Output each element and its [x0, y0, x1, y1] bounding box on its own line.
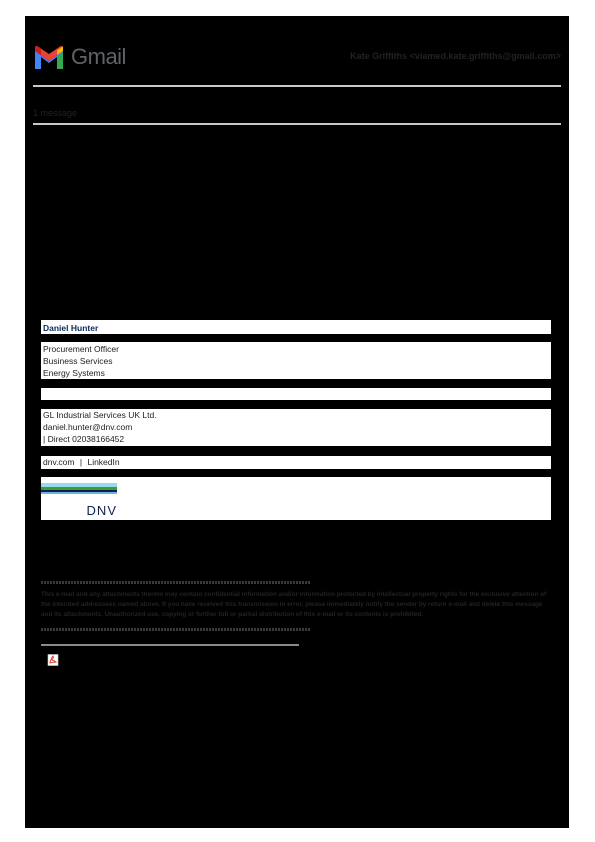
- signature-spacer: [41, 388, 551, 400]
- header: [33, 44, 561, 70]
- signature-contact: [41, 409, 551, 446]
- header-divider: [33, 85, 561, 87]
- disclaimer-top-divider: [41, 581, 311, 584]
- thread-divider: [33, 123, 561, 125]
- message-count: 1 message: [33, 108, 78, 118]
- pdf-icon[interactable]: [47, 654, 59, 666]
- signature-role: [41, 342, 551, 379]
- disclaimer-bottom-divider: [41, 628, 311, 631]
- gmail-icon: [33, 45, 65, 69]
- attachment-divider: [41, 644, 299, 646]
- signature-role-line: Energy Systems: [43, 368, 105, 378]
- signature-role-line: Business Services: [43, 356, 113, 366]
- link-separator: |: [79, 457, 83, 467]
- email-page: [25, 16, 569, 828]
- company-name: GL Industrial Services UK Ltd.: [43, 410, 157, 420]
- signature-logo-box: [41, 477, 551, 520]
- email-link[interactable]: daniel.hunter@dnv.com: [43, 422, 133, 432]
- logo-stripe: [41, 492, 117, 494]
- dnv-logo[interactable]: [41, 483, 117, 517]
- signature-links: [41, 456, 551, 469]
- signature-role-line: Procurement Officer: [43, 344, 119, 354]
- dnv-wordmark: DNV: [86, 503, 117, 518]
- signature-name: Daniel Hunter: [41, 320, 551, 334]
- account-label: Kate Griffiths <viamed.kate.griffiths@gmail.com>: [350, 51, 561, 61]
- linkedin-link[interactable]: LinkedIn: [87, 457, 120, 467]
- phone-number: | Direct 02038166452: [43, 434, 125, 444]
- gmail-wordmark: Gmail: [71, 44, 126, 69]
- website-link[interactable]: dnv.com: [43, 457, 75, 467]
- disclaimer-text: This e-mail and any attachments thereto may contain confidential information and/or information protected by intellectual property rights for the exclusive attention of the intended addressees named above. If you have received this transmission in error, please immediately notify the sender by return e-mail and delete this message and its attachments. Unauthorized use, copying or further full or partial distribution of this e-mail or its contents is prohibited.: [41, 591, 547, 618]
- gmail-logo[interactable]: [33, 44, 126, 70]
